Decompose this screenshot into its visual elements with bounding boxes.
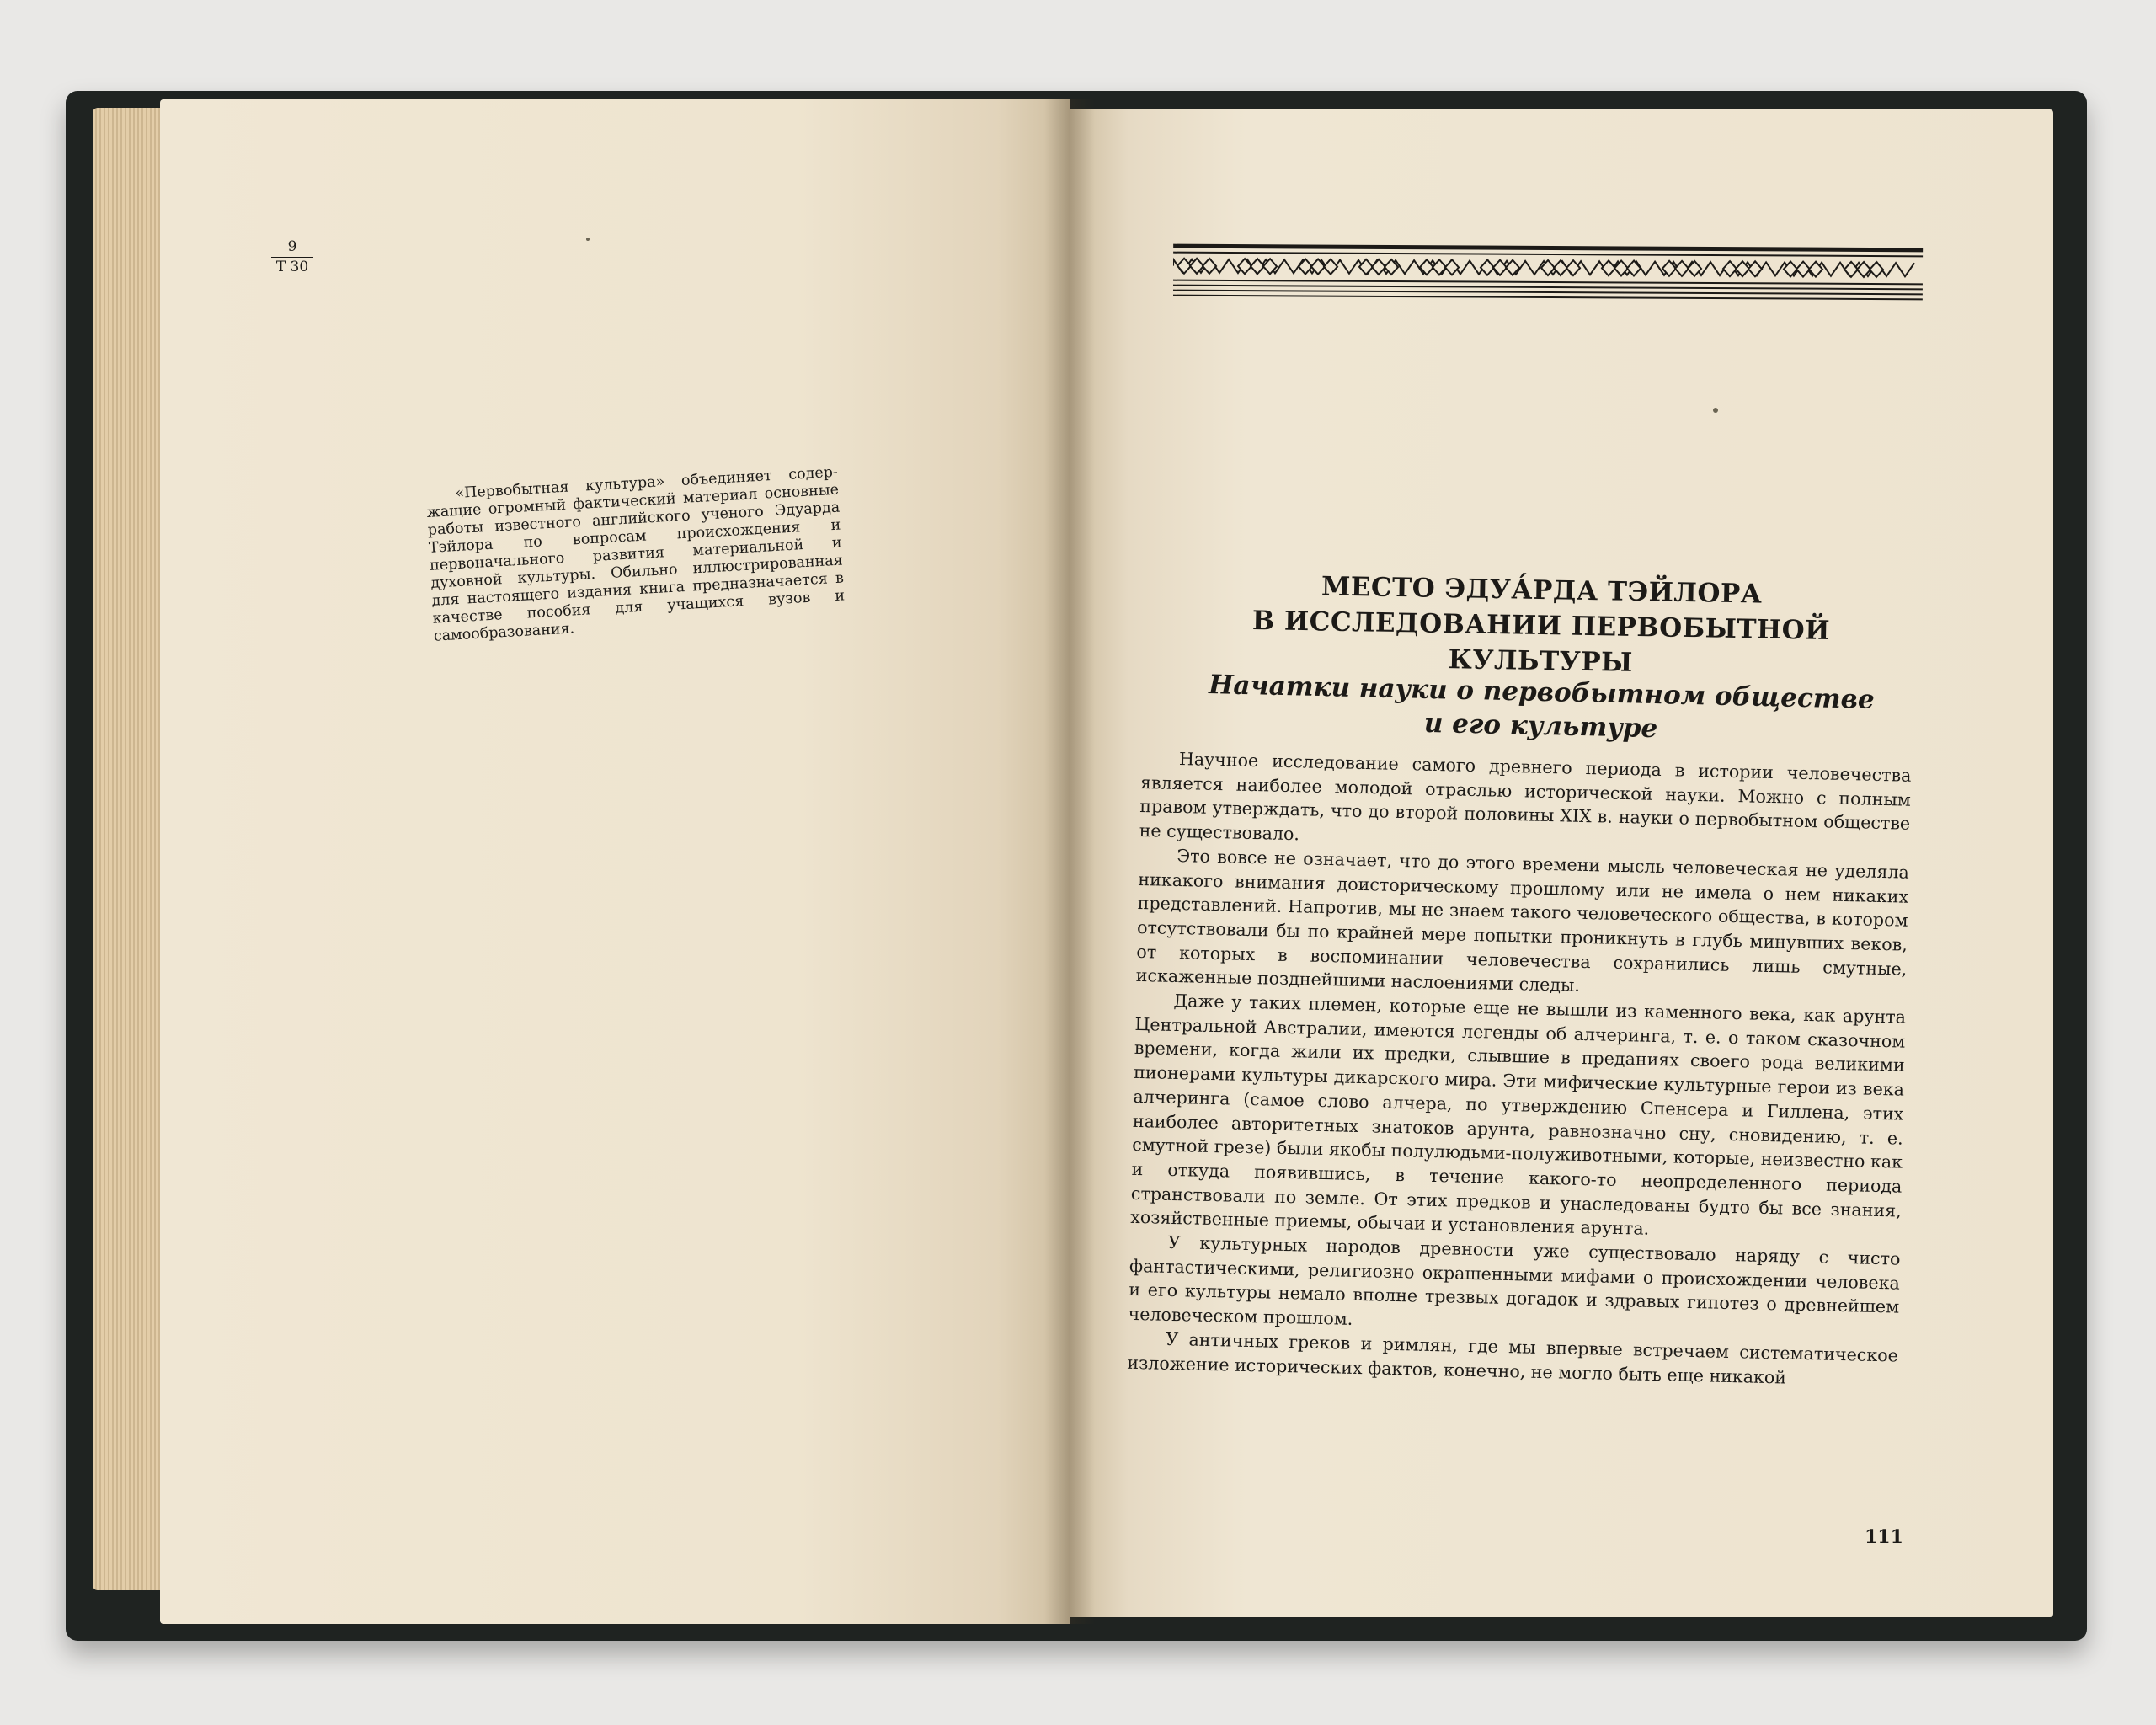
- paper-speck: [586, 238, 590, 241]
- ornament-diamond: [1566, 260, 1580, 275]
- ornament-diamond: [1870, 262, 1883, 277]
- class-mark-top: 9: [271, 238, 313, 258]
- ornament-diamond: [1324, 259, 1337, 275]
- heading-line-2: В ИССЛЕДОВАНИИ ПЕРВОБЫТНОЙ КУЛЬТУРЫ: [1251, 606, 1831, 678]
- class-mark-bottom: Т 30: [275, 259, 309, 275]
- ornament-diamond: [1481, 260, 1494, 275]
- paragraph-3: Даже у таких племен, которые еще не вышли из каменного века, как арунта Центральной Австралии, имеются легенды об алчеринга, т. е. о таком сказочном времени, когда жили их предки, слывшие в преданиях своего рода великими пионерами культуры дикарского мира. Эти мифические культурные герои из века алчеринга (самое слово алчера, по утверждению Спенсера и Гиллена, этих наиболее авторитетных знатоков арунта, равнозначно сну, сновидению, т. е. смутной грезе) были якобы полулюдьми-полуживотными, которые, неизвестно как и откуда появившись, в течение какого-то неопределенного периода странствовали по земле. От этих предков и унаследованы будто бы все знания, хозяйственные приемы, обычаи и установления арунта.: [1130, 990, 1907, 1240]
- ornament-diamond: [1627, 260, 1641, 275]
- paragraph-5: У античных греков и римлян, где мы впервые встречаем систематическое изложение исторических фактов, конечно, не могло быть еще никакой: [1127, 1328, 1899, 1388]
- subheading-line-1: Начатки науки о первобытном обществе: [1208, 670, 1876, 715]
- chapter-heading: [1212, 567, 1870, 685]
- subheading-line-2: и его культуре: [1423, 708, 1658, 745]
- ornament-diamond: [1554, 260, 1567, 275]
- book-spine-gutter: [1044, 99, 1095, 1624]
- ornament-diamond: [1796, 262, 1810, 277]
- paragraph-2: Это вовсе не означает, что до этого времени мысль человеческая не уделяла никакого внимания доисторическому прошлому или не имела о нем никаких представлений. Напротив, мы не знаем такого человеческого общества, в котором отсутствовали бы по крайней мере попытки проникнуть в глубь минувших веков, от которых в воспоминании человечества сохранились лишь смутные, искаженные позднейшими наслоениями следы.: [1135, 845, 1910, 996]
- ornament-diamond: [1723, 261, 1737, 276]
- ornament-diamond: [1251, 259, 1264, 274]
- paragraph-4: У культурных народов древности уже существовало наряду с чисто фантастическими, религиозно окрашенными мифами о происхождении человека и его культуры немало вполне трезвых догадок и здравых гипотез о древнейшем человеческом прошлом.: [1128, 1231, 1901, 1330]
- paragraph-1: Научное исследование самого древнего периода в истории человечества является наиболее молодой отраслью исторической науки. Можно с полным правом утверждать, что до второй половины XIX в. науки о первобытном обществе не существовало.: [1139, 749, 1912, 845]
- ornament-diamond: [1602, 260, 1615, 275]
- annotation-text: «Первобытная культура» объединяет содержащие огромный фактический материал основные работы известного английского ученого Эдуарда Тэйлора по вопросам происхождения и первоначального развития материальной и духовной культуры. Обильно иллюстрированная для настоящего издания книга предназначается в качестве пособия для учащихся вузов и самообразования.: [426, 463, 846, 645]
- ornament-diamond: [1493, 260, 1507, 275]
- ornament-diamond: [1748, 261, 1762, 276]
- ornament-diamond: [1359, 259, 1373, 275]
- ornament-diamond: [1238, 259, 1251, 274]
- ornament-diamond: [1203, 259, 1216, 274]
- paper-speck: [1713, 408, 1718, 413]
- ornament-diamond: [1177, 259, 1191, 274]
- ornament-diamond: [1844, 262, 1858, 277]
- page-number: 111: [1865, 1526, 1903, 1548]
- ornament-diamond: [1372, 259, 1385, 275]
- left-page: [160, 99, 1070, 1624]
- library-class-mark: [271, 238, 313, 276]
- heading-line-1: МЕСТО ЭДУА́РДА ТЭЙЛОРА: [1321, 571, 1763, 610]
- decorative-border-ornament: [1173, 241, 1924, 305]
- ornament-diamond: [1675, 261, 1689, 276]
- body-text: [1127, 746, 1912, 1392]
- book-annotation: [425, 464, 846, 646]
- ornament-diamond: [1445, 259, 1459, 275]
